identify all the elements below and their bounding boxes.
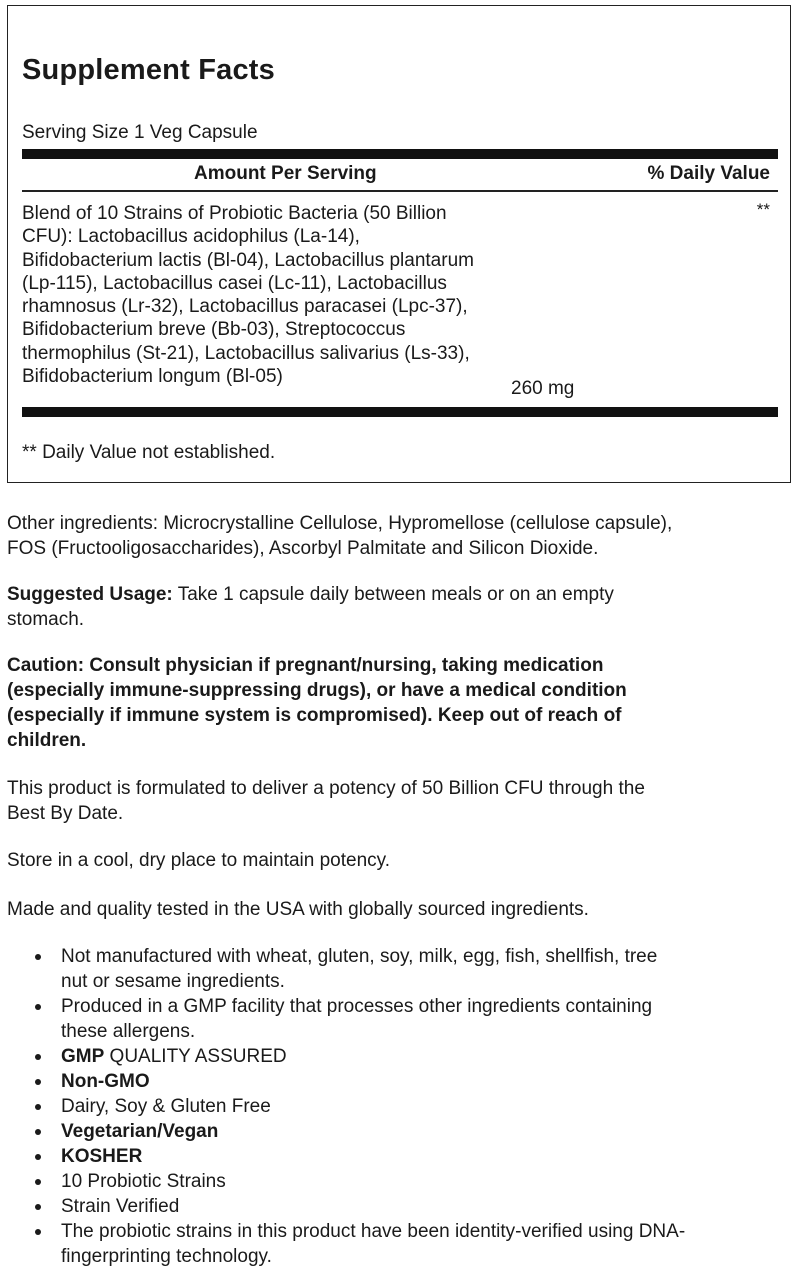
made-in-usa-statement: Made and quality tested in the USA with globally sourced ingredients.	[7, 899, 589, 920]
list-item-probiotic-strains: 10 Probiotic Strains	[35, 1169, 795, 1194]
potency-line: This product is formulated to deliver a potency of 50 Billion CFU through the	[7, 778, 645, 799]
caution-line: Caution: Consult physician if pregnant/nursing, taking medication	[7, 655, 604, 676]
suggested-usage	[7, 582, 797, 632]
list-item-non-gmo: Non-GMO	[35, 1069, 795, 1094]
serving-size: Serving Size 1 Veg Capsule	[22, 122, 258, 143]
gmp-rest: QUALITY ASSURED	[104, 1046, 287, 1067]
gmp-bold: GMP	[61, 1046, 105, 1067]
dna-line: fingerprinting technology.	[61, 1246, 272, 1267]
list-item-dairy-free: Dairy, Soy & Gluten Free	[35, 1094, 795, 1119]
blend-line: Bifidobacterium breve (Bb-03), Streptococcus	[22, 319, 406, 341]
blend-line: (Lp-115), Lactobacillus casei (Lc-11), Lactobacillus	[22, 272, 447, 294]
blend-line: CFU): Lactobacillus acidophilus (La-14),	[22, 226, 360, 248]
header-divider	[22, 190, 778, 192]
blend-line: Bifidobacterium lactis (Bl-04), Lactobacillus plantarum	[22, 249, 474, 271]
blend-line: Blend of 10 Strains of Probiotic Bacteria (50 Billion	[22, 203, 447, 224]
usage-text: Take 1 capsule daily between meals or on an empty	[172, 584, 614, 605]
blend-daily-value: **	[756, 200, 770, 219]
dna-line: The probiotic strains in this product have been identity-verified using DNA-	[61, 1221, 686, 1242]
allergen-line: Not manufactured with wheat, gluten, soy, milk, egg, fish, shellfish, tree	[61, 946, 658, 967]
daily-value-header: % Daily Value	[647, 163, 770, 184]
caution-line: children.	[7, 730, 87, 751]
top-divider-bar	[22, 149, 778, 159]
list-item-vegan: Vegetarian/Vegan	[35, 1119, 795, 1144]
potency-line: Best By Date.	[7, 803, 124, 824]
other-ingredients-line: FOS (Fructooligosaccharides), Ascorbyl Palmitate and Silicon Dioxide.	[7, 538, 599, 559]
amount-per-serving-header: Amount Per Serving	[194, 163, 377, 184]
other-ingredients-line: Other ingredients: Microcrystalline Cellulose, Hypromellose (cellulose capsule),	[7, 513, 673, 534]
bottom-divider-bar	[22, 407, 778, 417]
blend-line: Bifidobacterium longum (Bl-05)	[22, 366, 283, 388]
blend-line: thermophilus (St-21), Lactobacillus salivarius (Ls-33),	[22, 342, 470, 364]
list-item-dna-verified	[35, 1219, 795, 1269]
supplement-facts-panel	[7, 5, 791, 483]
facts-title: Supplement Facts	[22, 54, 275, 86]
allergen-line: nut or sesame ingredients.	[61, 971, 285, 992]
probiotic-blend-description	[22, 202, 582, 388]
product-claims-list	[35, 944, 795, 1269]
usage-label: Suggested Usage:	[7, 584, 173, 605]
blend-amount: 260 mg	[511, 378, 575, 399]
daily-value-note: ** Daily Value not established.	[22, 442, 276, 463]
storage-instructions: Store in a cool, dry place to maintain potency.	[7, 850, 391, 871]
list-item-kosher: KOSHER	[35, 1144, 795, 1169]
other-ingredients	[7, 511, 797, 561]
usage-line: stomach.	[7, 609, 85, 630]
list-item-allergens	[35, 944, 795, 994]
potency-statement	[7, 776, 797, 826]
usage-line	[7, 582, 797, 607]
list-item-gmp-facility	[35, 994, 795, 1044]
list-item-gmp-quality	[35, 1044, 795, 1069]
blend-line: rhamnosus (Lr-32), Lactobacillus paracasei (Lpc-37),	[22, 296, 468, 318]
caution-line: (especially immune-suppressing drugs), or have a medical condition	[7, 680, 627, 701]
caution-warning	[7, 653, 797, 753]
list-item-strain-verified: Strain Verified	[35, 1194, 795, 1219]
gmp-facility-line: Produced in a GMP facility that processes other ingredients containing	[61, 996, 653, 1017]
gmp-facility-line: these allergens.	[61, 1021, 196, 1042]
caution-line: (especially if immune system is compromised). Keep out of reach of	[7, 705, 622, 726]
